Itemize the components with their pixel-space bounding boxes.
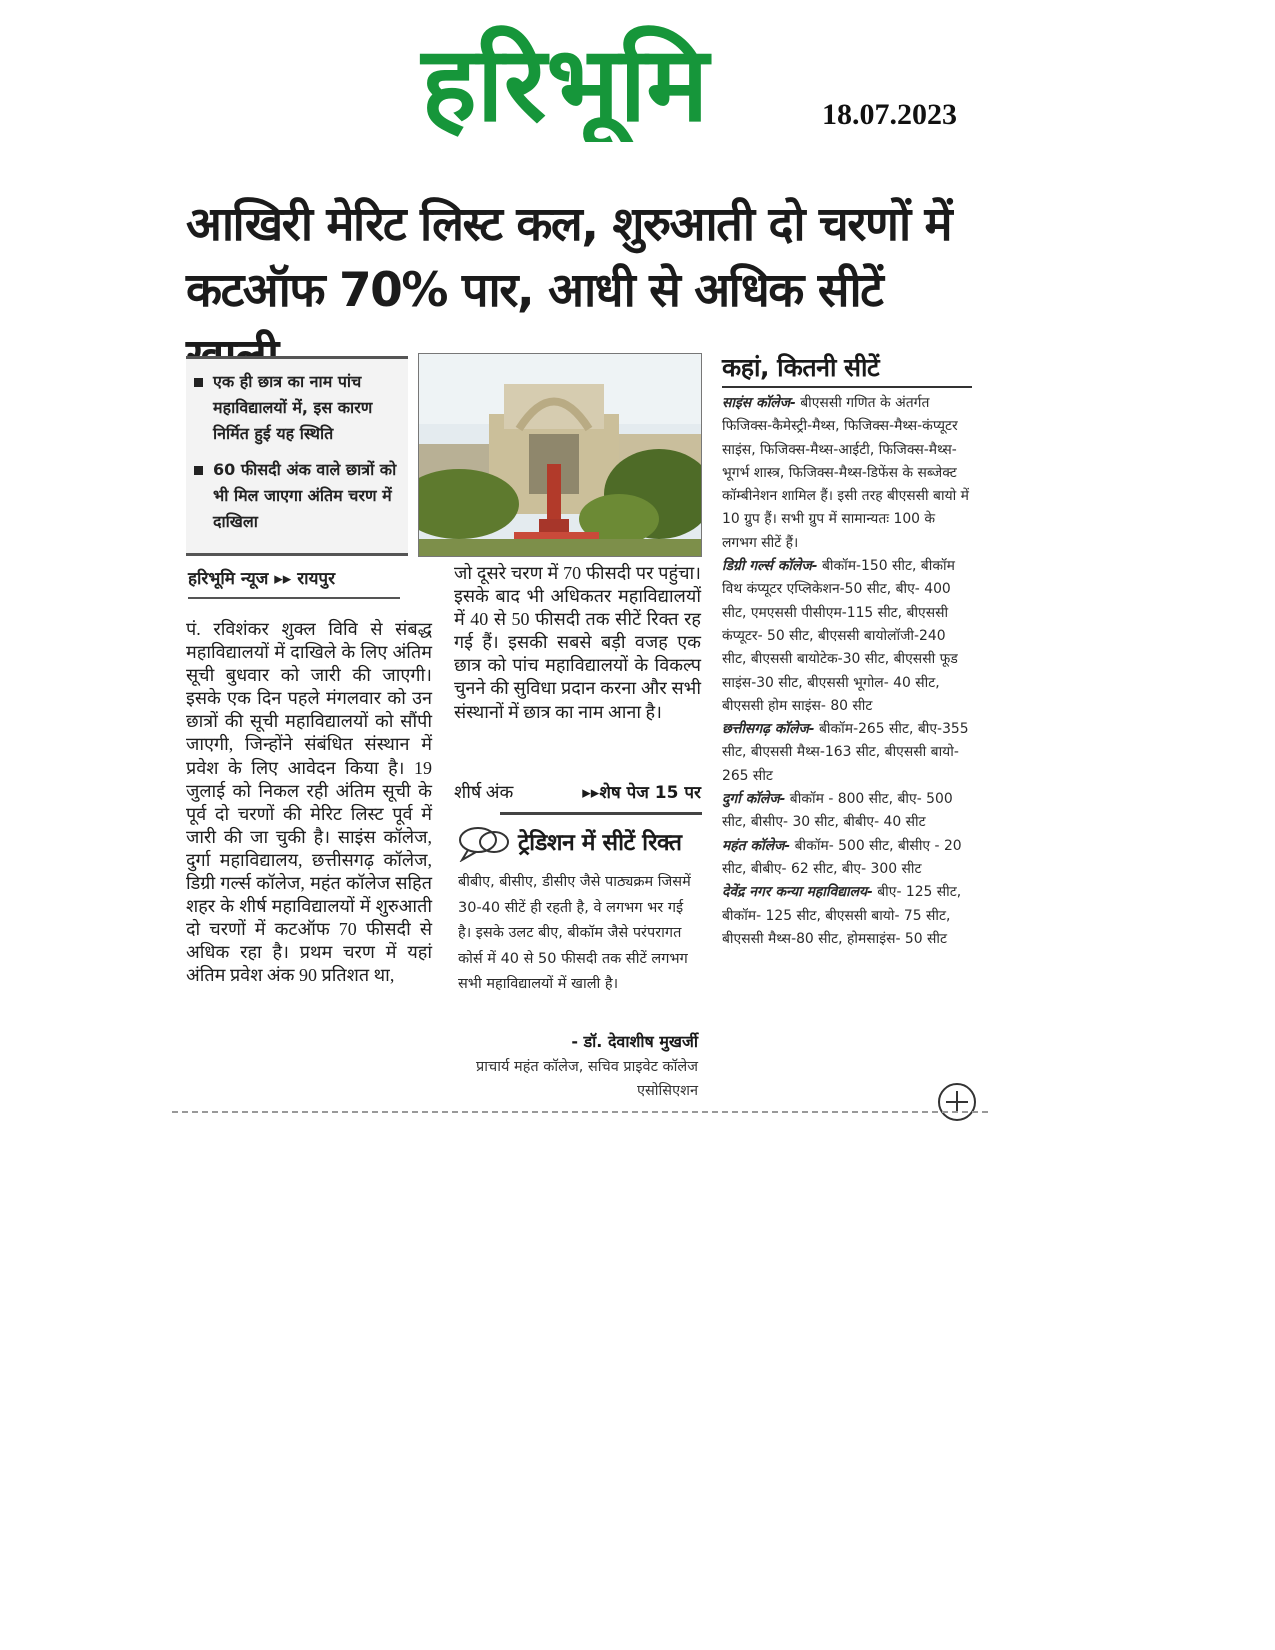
jump-page: ▸▸शेष पेज 15 पर (582, 783, 701, 803)
highlight-text: एक ही छात्र का नाम पांच महाविद्यालयों में, इस कारण निर्मित हुई यह स्थिति (213, 372, 373, 443)
college-name: डिग्री गर्ल्स कॉलेज- (722, 558, 818, 575)
highlight-item (190, 369, 404, 447)
highlight-item (190, 457, 404, 535)
bullet-icon (194, 378, 203, 387)
college-name: छत्तीसगढ़ कॉलेज- (722, 721, 815, 738)
zoom-plus-icon[interactable] (936, 1081, 978, 1123)
headline-line-2: कटऑफ 70% पार, आधी से अधिक सीटें (186, 263, 883, 318)
byline: हरिभूमि न्यूज ▸▸ रायपुर (188, 566, 400, 599)
tradition-heading: ट्रेडिशन में सीटें रिक्त (518, 830, 682, 856)
college-seats: बीकॉम - 800 सीट, बीए- 500 सीट, बीसीए- 30 सीट, बीबीए- 40 सीट (722, 791, 953, 831)
tradition-box (452, 812, 702, 857)
college-seats: बीकॉम- 500 सीट, बीसीए - 20 सीट, बीबीए- 62 सीट, बीए- 300 सीट (722, 837, 962, 877)
college-entry (722, 788, 972, 835)
quote-role: प्राचार्य महंत कॉलेज, सचिव प्राइवेट कॉलेज एसोसिएशन (476, 1059, 698, 1099)
headline-line-1: आखिरी मेरिट लिस्ट कल, शुरुआती दो चरणों में (186, 197, 952, 252)
masthead-logo (365, 22, 765, 142)
college-seats: बीकॉम-265 सीट, बीए-355 सीट, बीएससी मैथ्स-163 सीट, बीएससी बायो- 265 सीट (722, 721, 969, 784)
bullet-icon (194, 466, 203, 475)
college-name: देवेंद्र नगर कन्या महाविद्यालय- (722, 884, 873, 901)
issue-date: 18.07.2023 (822, 98, 957, 131)
quote-author: - डॉ. देवाशीष मुखर्जी (571, 1032, 698, 1051)
continued-line (454, 780, 701, 804)
article-body-col-2: जो दूसरे चरण में 70 फीसदी पर पहुंचा। इसके बाद भी अधिकतर महाविद्यालयों में 40 से 50 फीसदी तक सीटें रिक्त रह गई हैं। इसकी सबसे बड़ी वजह एक छात्र को पांच महाविद्यालयों के विकल्प चुनने की सुविधा प्रदान करना और सभी संस्थानों में छात्र का नाम आना है। (454, 563, 701, 722)
college-seats: बीए- 125 सीट, बीकॉम- 125 सीट, बीएससी बायो- 75 सीट, बीएससी मैथ्स-80 सीट, होमसाइंस- 50 सीट (722, 884, 962, 947)
college-seats: बीकॉम-150 सीट, बीकॉम विथ कंप्यूटर एप्लिकेशन-50 सीट, बीए- 400 सीट, एमएससी पीसीएम-115 सीट, बीएससी कंप्यूटर- 50 सीट, बीएससी बायोलॉजी-240 सीट, बीएससी बायोटेक-30 सीट, बीएससी फूड साइंस-30 सीट, बीएससी भूगोल- 40 सीट, बीएससी होम साइंस- 80 सीट (722, 558, 958, 714)
speech-bubble-icon (456, 822, 514, 862)
jump-label: शीर्ष अंक (454, 782, 514, 802)
highlights-box (186, 356, 408, 556)
college-entry (722, 718, 972, 788)
college-entry (722, 555, 972, 718)
tradition-body: बीबीए, बीसीए, डीसीए जैसे पाठ्यक्रम जिसमें 30-40 सीटें ही रहती है, वे लगभग भर गई है। इसके उलट बीए, बीकॉम जैसे परंपरागत कोर्स में 40 से 50 फीसदी तक सीटें लगभग सभी महाविद्यालयों में खाली है। (458, 874, 691, 992)
college-entry (722, 881, 972, 951)
seats-sidebar (722, 350, 972, 951)
sidebar-list (722, 392, 972, 951)
college-seats: बीएससी गणित के अंतर्गत फिजिक्स-कैमेस्ट्री-मैथ्स, फिजिक्स-मैथ्स-कंप्यूटर साइंस, फिजिक्स-मैथ्स-आईटी, फिजिक्स-मैथ्स-भूगर्भ शास्त्र, फिजिक्स-मैथ्स-डिफेंस के सब्जेक्ट कॉम्बीनेशन शामिल हैं। इसी तरह बीएससी बायो में 10 ग्रुप हैं। सभी ग्रुप में सामान्यतः 100 के लगभग सीटें हैं। (722, 395, 969, 551)
college-entry (722, 392, 972, 555)
college-photo (418, 353, 702, 557)
college-entry (722, 835, 972, 882)
masthead-title: हरिभूमि (421, 23, 709, 142)
box-rule (500, 812, 702, 815)
article-body-col-1: पं. रविशंकर शुक्ल विवि से संबद्ध महाविद्यालयों में दाखिले के लिए अंतिम सूची बुधवार को जारी की जाएगी। इसके एक दिन पहले मंगलवार को उन छात्रों की सूची महाविद्यालयों को सौंपी जाएगी, जिन्होंने संबंधित संस्थान में प्रवेश के लिए आवेदन किया है। 19 जुलाई को निकल रही अंतिम सूची के पूर्व दो चरणों की मेरिट लिस्ट पूर्व में जारी की जा चुकी है। साइंस कॉलेज, दुर्गा महाविद्यालय, छत्तीसगढ़ कॉलेज, डिग्री गर्ल्स कॉलेज, महंत कॉलेज सहित शहर के शीर्ष महाविद्यालयों में शुरुआती दो चरणों में कटऑफ 70 फीसदी से अधिक रहा है। प्रथम चरण में यहां अंतिम प्रवेश अंक 90 प्रतिशत था, (186, 619, 432, 986)
sidebar-title: कहां, कितनी सीटें (722, 350, 972, 388)
college-name: दुर्गा कॉलेज- (722, 791, 786, 808)
highlight-text: 60 फीसदी अंक वाले छात्रों को भी मिल जाएगा अंतिम चरण में दाखिला (213, 460, 397, 531)
clipping-cut-line (172, 1111, 988, 1113)
college-name: महंत कॉलेज- (722, 837, 791, 854)
college-name: साइंस कॉलेज- (722, 395, 796, 411)
